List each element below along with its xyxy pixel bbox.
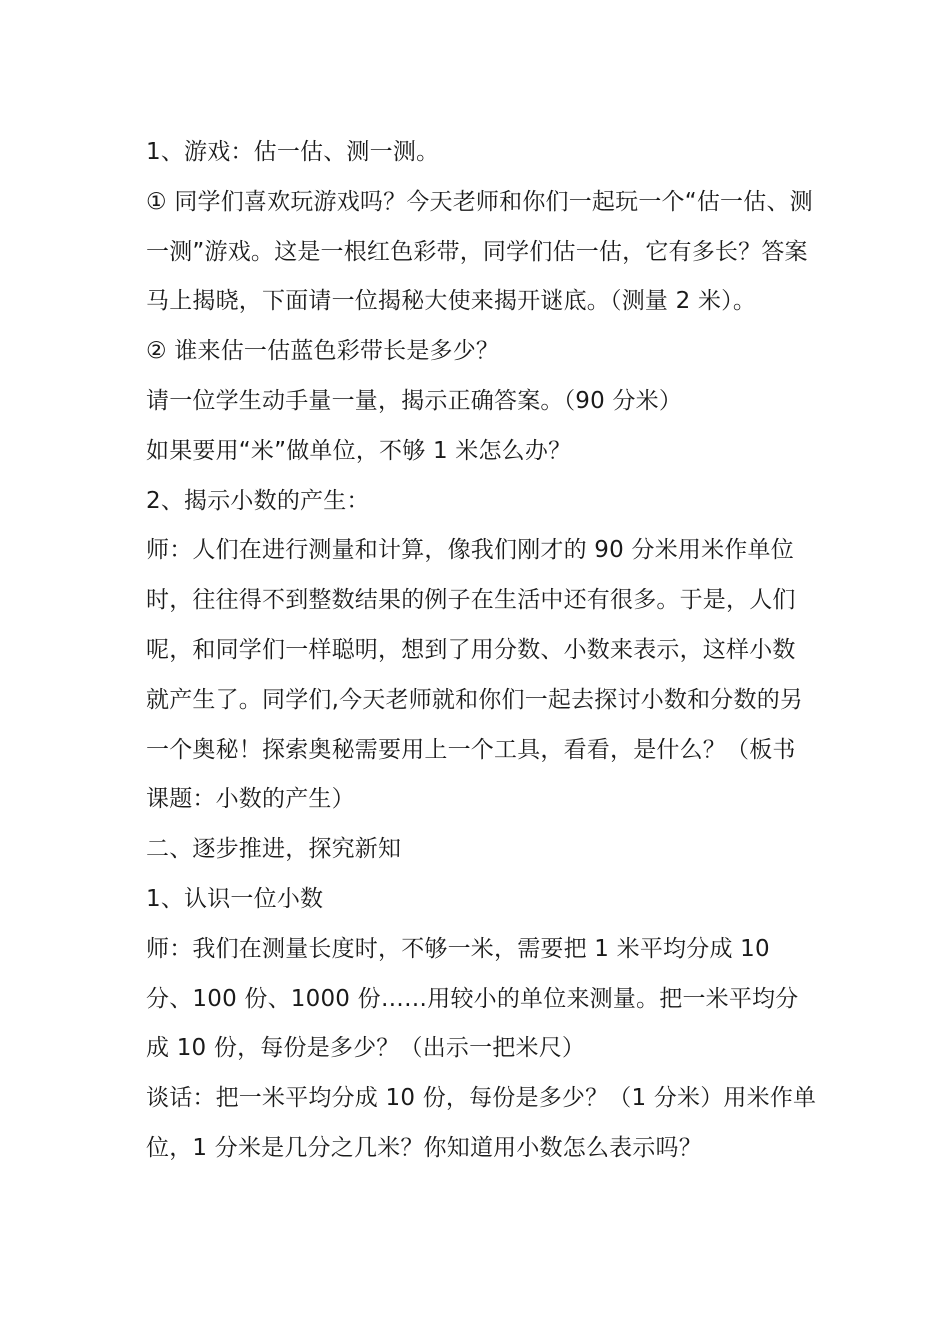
paragraph-dialogue: 谈话：把一米平均分成 10 份，每份是多少？（1 分米）用米作单位，1 分米是几分之几米？你知道用小数怎么表示吗？: [146, 1085, 817, 1161]
heading-section-two: 二、逐步推进，探究新知: [146, 836, 402, 863]
paragraph-red-ribbon: ① 同学们喜欢玩游戏吗？今天老师和你们一起玩一个“估一估、测一测”游戏。这是一根红色彩带，同学们估一估，它有多长？答案马上揭晓，下面请一位揭秘大使来揭开谜底。（测量 2 米）。: [146, 188, 813, 315]
heading-game: 1、游戏：估一估、测一测。: [146, 139, 440, 165]
paragraph-teacher-explanation: 师：人们在进行测量和计算，像我们刚才的 90 分米用米作单位时，往往得不到整数结果的例子在生活中还有很多。于是，人们呢，和同学们一样聪明，想到了用分数、小数来表示，这样小数就产生了。同学们,今天老师就和你们一起去探讨小数和分数的另一个奥秘！探索奥秘需要用上一个工具，看看，是什么？（板书课题：小数的产生）: [146, 537, 804, 813]
paragraph-blue-ribbon: ② 谁来估一估蓝色彩带长是多少？: [146, 338, 500, 365]
heading-one-decimal: 1、认识一位小数: [146, 885, 324, 912]
document-body: [146, 128, 818, 1174]
paragraph-measure-answer: 请一位学生动手量一量，揭示正确答案。（90 分米）: [146, 387, 683, 414]
paragraph-teacher-measure: 师：我们在测量长度时，不够一米，需要把 1 米平均分成 10 分、100 份、1000 份……用较小的单位来测量。把一米平均分成 10 份，每份是多少？（出示一把米尺）: [146, 935, 799, 1062]
heading-decimal-origin: 2、揭示小数的产生：: [146, 487, 370, 514]
paragraph-question-unit: 如果要用“米”做单位，不够 1 米怎么办？: [146, 437, 572, 464]
